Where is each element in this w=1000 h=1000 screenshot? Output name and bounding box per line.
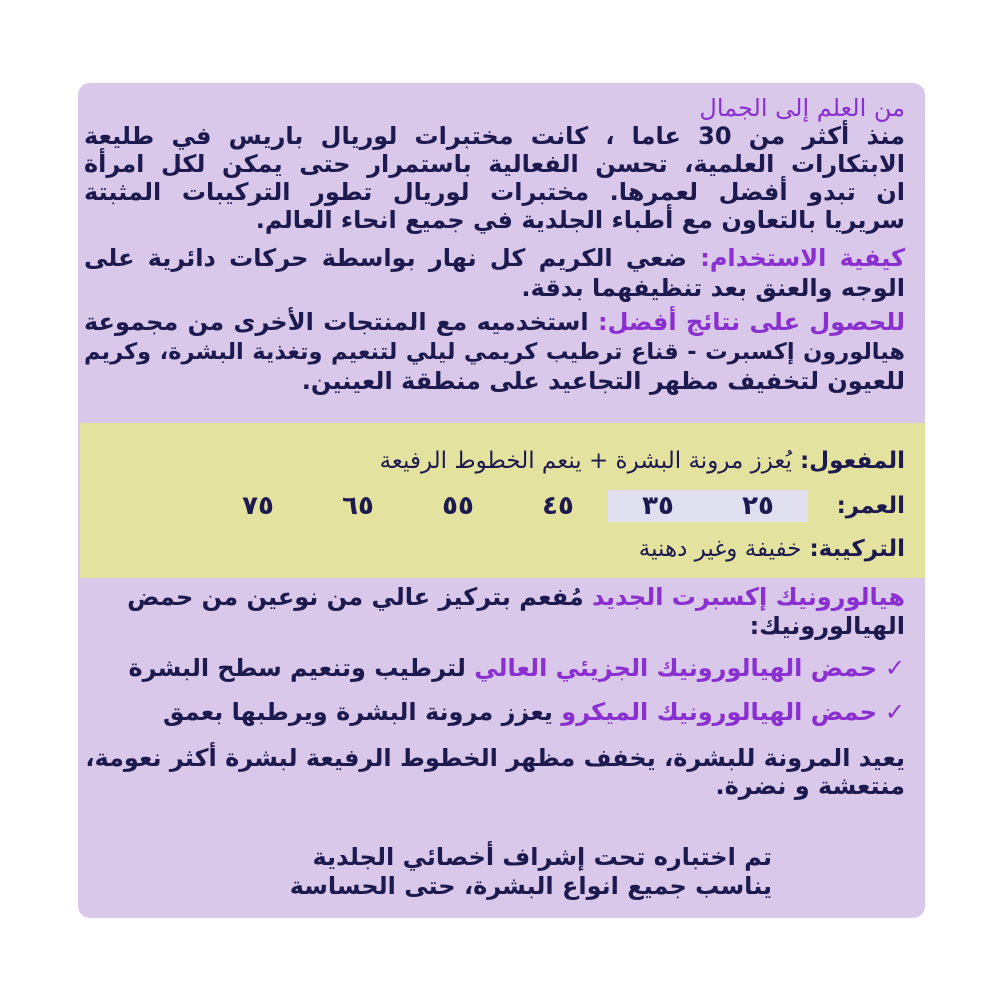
result-line: يعيد المرونة للبشرة، يخفف مظهر الخطوط الرفيعة لبشرة أكثر نعومة، bbox=[85, 744, 905, 772]
age-value: ٢٥ bbox=[708, 490, 808, 522]
texture-value: خفيفة وغير دهنية bbox=[638, 536, 802, 562]
formula-line: الهيالورونيك: bbox=[749, 612, 905, 640]
intro-heading: من العلم إلى الجمال bbox=[699, 94, 905, 122]
effect-value: يُعزز مرونة البشرة + ينعم الخطوط الرفيعة bbox=[379, 448, 792, 474]
benefit-text: يعزز مرونة البشرة ويرطبها بعمق bbox=[162, 698, 553, 726]
specs-band bbox=[80, 423, 925, 578]
intro-line: ان تبدو أفضل لعمرها. مختبرات لوريال تطور التركيبات المثبتة bbox=[84, 178, 905, 206]
intro-line: منذ أكثر من 30 عاما ، كانت مختبرات لوريال باريس في طليعة bbox=[83, 122, 905, 150]
benefit-name: حمض الهيالورونيك الجزيئي العالي bbox=[474, 654, 877, 682]
usage-label: كيفية الاستخدام: bbox=[700, 244, 905, 272]
intro-line: سريريا بالتعاون مع أطباء الجلدية في جميع انحاء العالم. bbox=[255, 206, 905, 234]
best-results-line bbox=[82, 308, 905, 336]
age-value: ٣٥ bbox=[608, 490, 708, 522]
age-value: ٦٥ bbox=[342, 491, 374, 521]
benefit-text: لترطيب وتنعيم سطح البشرة bbox=[128, 654, 466, 682]
check-icon bbox=[885, 654, 905, 682]
texture-label: التركيبة: bbox=[809, 536, 905, 562]
package-panel bbox=[78, 83, 925, 918]
age-scale bbox=[208, 490, 808, 522]
benefit-name: حمض الهيالورونيك الميكرو bbox=[561, 698, 877, 726]
formula-name: هيالورونيك إكسبرت الجديد bbox=[592, 583, 905, 611]
age-label: العمر: bbox=[836, 493, 905, 519]
best-results-line: هيالورون إكسبرت - قناع ترطيب كريمي ليلي لتنعيم وتغذية البشرة، وكريم bbox=[84, 339, 905, 365]
benefit-item bbox=[82, 698, 905, 726]
texture-row bbox=[82, 535, 905, 563]
effect-row bbox=[82, 447, 905, 475]
usage-line bbox=[82, 244, 905, 272]
footer-line: يناسب جميع انواع البشرة، حتى الحساسة bbox=[289, 872, 772, 900]
best-results-text: استخدميه مع المنتجات الأخرى من مجموعة bbox=[84, 308, 589, 336]
benefit-item bbox=[82, 654, 905, 682]
age-value: ٤٥ bbox=[542, 491, 574, 521]
formula-text: مُفعم بتركيز عالي من نوعين من حمض bbox=[127, 583, 584, 611]
intro-line: الابتكارات العلمية، تحسن الفعالية باستمرار حتى يمكن لكل امرأة bbox=[84, 150, 905, 178]
usage-line: الوجه والعنق بعد تنظيفهما بدقة. bbox=[521, 274, 905, 302]
footer-line: تم اختباره تحت إشراف أخصائي الجلدية bbox=[312, 843, 772, 871]
result-line: منتعشة و نضرة. bbox=[715, 772, 905, 800]
check-icon bbox=[885, 698, 905, 726]
effect-label: المفعول: bbox=[799, 448, 905, 474]
age-value: ٥٥ bbox=[442, 491, 474, 521]
usage-text: ضعي الكريم كل نهار بواسطة حركات دائرية على bbox=[84, 244, 687, 272]
best-results-line: للعيون لتخفيف مظهر التجاعيد على منطقة العينين. bbox=[301, 367, 905, 395]
best-results-label: للحصول على نتائج أفضل: bbox=[597, 308, 905, 336]
age-value: ٧٥ bbox=[242, 491, 274, 521]
formula-line bbox=[82, 583, 905, 611]
